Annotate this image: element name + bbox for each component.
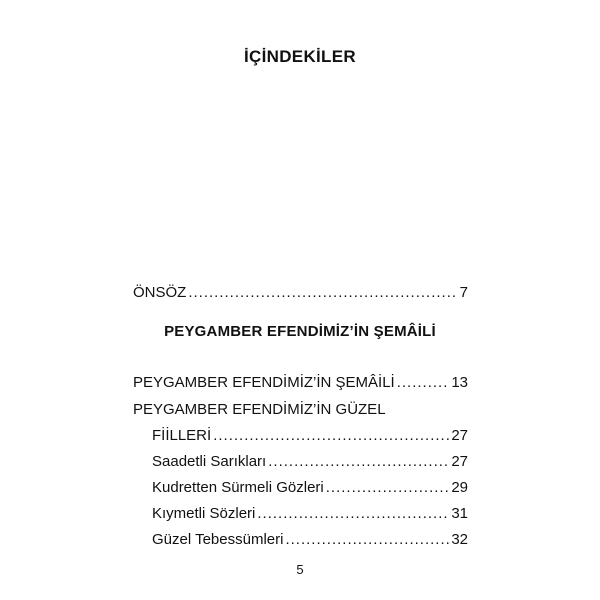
toc-entry-guzel-fiilleri bbox=[152, 427, 468, 444]
toc-entry-tebessumleri bbox=[152, 531, 468, 548]
toc-entry-page: 32 bbox=[451, 531, 468, 548]
toc-entry-label: Güzel Tebessümleri bbox=[152, 531, 284, 548]
toc-leader-dots bbox=[188, 284, 457, 301]
toc-leader-dots bbox=[285, 531, 449, 548]
toc-entry-sozleri bbox=[152, 505, 468, 522]
toc-leader-dots bbox=[397, 374, 450, 391]
toc-entry-label: PEYGAMBER EFENDİMİZ’İN ŞEMÂİLİ bbox=[133, 374, 395, 391]
toc-entry-page: 29 bbox=[451, 479, 468, 496]
toc-entry-page: 13 bbox=[451, 374, 468, 391]
toc-entry-gozleri bbox=[152, 479, 468, 496]
page-number: 5 bbox=[296, 562, 304, 577]
toc-entry-semaili bbox=[133, 374, 468, 391]
toc-leader-dots bbox=[326, 479, 450, 496]
toc-entry-page: 27 bbox=[451, 427, 468, 444]
section-heading: PEYGAMBER EFENDİMİZ’İN ŞEMÂİLİ bbox=[164, 323, 436, 340]
toc-entry-onsoz bbox=[133, 284, 468, 301]
toc-leader-dots bbox=[213, 427, 449, 444]
toc-leader-dots bbox=[268, 453, 449, 470]
toc-entry-label: Kudretten Sürmeli Gözleri bbox=[152, 479, 324, 496]
toc-leader-dots bbox=[257, 505, 449, 522]
toc-entry-label: ÖNSÖZ bbox=[133, 284, 187, 301]
toc-entry-page: 31 bbox=[451, 505, 468, 522]
toc-entry-label: FİİLLERİ bbox=[152, 427, 212, 444]
toc-entry-page: 7 bbox=[459, 284, 468, 301]
toc-entry-sariklari bbox=[152, 453, 468, 470]
toc-entry-label: Saadetli Sarıkları bbox=[152, 453, 267, 470]
toc-entry-guzel-fiilleri-line1: PEYGAMBER EFENDİMİZ’İN GÜZEL bbox=[133, 401, 386, 418]
toc-entry-page: 27 bbox=[451, 453, 468, 470]
toc-entry-label: Kıymetli Sözleri bbox=[152, 505, 256, 522]
page-title: İÇİNDEKİLER bbox=[244, 47, 356, 66]
